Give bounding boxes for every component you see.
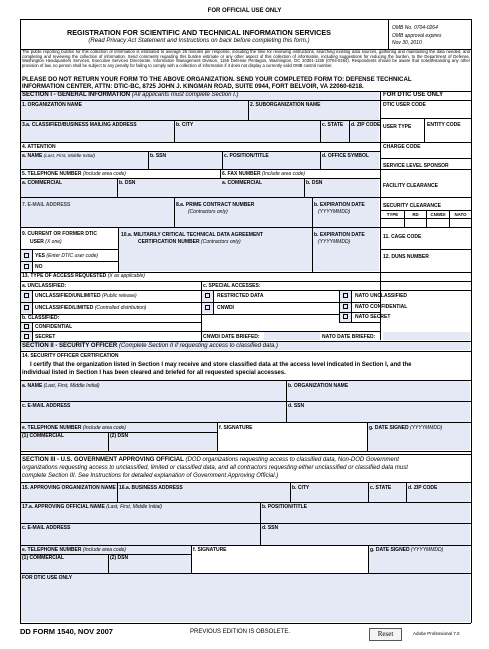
cnwdi-label: CNWDI [217,305,234,311]
nato-date-briefed-label: NATO DATE BRIEFED: [322,334,376,340]
top-banner: FOR OFFICIAL USE ONLY [207,8,282,14]
omb-number: OMB No. 0704-0264 [392,25,438,31]
form-title: REGISTRATION FOR SCIENTIFIC AND TECHNICAL INFORMATION SERVICES [67,28,331,37]
fax-dsn-label: b. DSN [306,180,323,186]
ao-zip-label: d. ZIP CODE [408,485,438,491]
omb-approval: OMB approval expires [392,33,442,39]
mctda-label: 10.a. MILITARILY CRITICAL TECHNICAL DATA AGREEMENT [121,232,263,238]
cnwdi-date-field[interactable] [264,332,320,340]
unclassified-limited-checkbox[interactable] [24,305,29,310]
current-user-note: (X one) [45,239,62,245]
name-label [22,153,95,159]
obsolete-notice: PREVIOUS EDITION IS OBSOLETE. [190,629,291,635]
state-label: c. STATE [322,122,344,128]
service-sponsor-label: SERVICE LEVEL SPONSOR [383,163,449,169]
yes-note: (Enter DTIC user code) [46,253,99,259]
special-access-label: c. SPECIAL ACCESSES: [203,283,261,289]
business-address-label: 16.a. BUSINESS ADDRESS [119,485,183,491]
sc-col-type: TYPE [386,212,399,217]
so-date-note: (YYYYMMDD) [410,425,443,431]
ul-note: (Controlled distribution) [94,305,147,311]
current-user-label-2 [30,239,62,245]
return-line-2: INFORMATION CENTER, ATTN: DTIC-BC, 8725 JOHN J. KINGMAN ROAD, SUITE 0944, FORT BELVOIR, VA 22060-6218. [22,83,364,90]
telephone-text: 5. TELEPHONE NUMBER [22,171,82,177]
ao-dsn-label: (2) DSN [110,555,129,561]
tel-commercial-label: a. COMMERCIAL [22,180,62,186]
so-date-text: g. DATE SIGNED [369,425,409,431]
uu-note: (Public release) [101,293,137,299]
ao-city-label: b. CITY [292,485,310,491]
so-ssn-label: d. SSN [288,403,305,409]
adobe-version: Adobe Professional 7.0 [413,631,460,636]
city-label: b. CITY [176,122,194,128]
duns-label: 12. DUNS NUMBER [383,254,429,260]
section-1-title [22,92,239,99]
secret-label: SECRET [35,334,56,340]
access-text: 13. TYPE OF ACCESS REQUESTED [22,273,107,279]
nato-date-field[interactable] [383,332,470,340]
position-label: c. POSITION/TITLE [224,153,269,159]
current-user-label: 9. CURRENT OR FORMER DTIC [22,231,97,237]
ul-label [35,305,146,311]
dtic-use-bottom-label: FOR DTIC USE ONLY [22,575,73,581]
expiration-label: b. EXPIRATION DATE [314,202,365,208]
ao-date-label [370,547,443,553]
facility-clearance-label: FACILITY CLEARANCE [383,183,438,189]
mctda-label-2 [138,239,241,245]
security-clearance-label: SECURITY CLEARANCE [383,203,441,209]
suborg-name-label: 2. SUBORGANIZATION NAME [250,102,321,108]
section-1-heading: SECTION I - GENERAL INFORMATION [22,92,131,98]
ao-name-text: 17.a. APPROVING OFFICIAL NAME [22,504,105,510]
entity-code-label: ENTITY CODE [427,122,461,128]
sc-col-nato: NATO [454,212,467,217]
ao-tel-note: (Include area code) [82,547,126,553]
nato-unclassified-checkbox[interactable] [343,293,348,298]
unclassified-label: a. UNCLASSIFIED: [22,283,67,289]
yes-checkbox[interactable] [24,253,29,258]
access-label [22,273,145,279]
reset-button[interactable]: Reset [369,628,402,641]
sc-col-rd: RD [412,212,419,217]
burden-statement: The public reporting burden for this collection of information is estimated to average 25 minutes per response, including the time for reviewing instructions, searching existing data sources, gathering and maintaining the data needed, and completing and reviewing the collection of information. Send comments regarding this burden estimate or any other aspect of this collection of information, including suggestions for reducing the burden, to the Department of Defense, Washington Headquarters Services, Executive Services Directorate, Information Management Division, 1155 Defense Pentagon, Washington, DC 20301-1155 (0704-0264). Respondents should be aware that notwithstanding any other provision of law, no person shall be subject to any penalty for failing to comply with a collection of information if it does not display a currently valid OMB control number. [22,50,470,68]
so-org-label: b. ORGANIZATION NAME [288,383,349,389]
sc-col-cnwdi: CNWDI [430,212,446,217]
org-name-label: 1. ORGANIZATION NAME [22,102,82,108]
mctda-expiration-label: b. EXPIRATION DATE [314,232,365,238]
cage-code-label: 11. CAGE CODE [383,234,422,240]
ao-state-label: c. STATE [370,485,392,491]
cert-line-2: individual listed in Section I has been cleared and briefed for all requested special accesses. [22,370,286,376]
so-tel-text: e. TELEPHONE NUMBER [22,425,82,431]
access-note: (X as applicable) [107,273,145,279]
mctda-text: CERTIFICATION NUMBER [138,239,200,245]
cert-line-1: I certify that the organization listed in Section I may receive and store classified data at the access level indicated in Section I, and the [30,362,412,368]
name-label-text: a. NAME [22,153,43,159]
approving-official-fields[interactable] [21,483,470,545]
section-3-note-3: complete Section III. See Instructions for detailed explanation of Government Approving Official.) [22,473,279,479]
ao-tel-label [22,547,126,553]
cnwdi-date-briefed-label: CNWDI DATE BRIEFED: [203,334,260,340]
attention-label: 4. ATTENTION [22,144,56,150]
confidential-checkbox[interactable] [24,324,29,329]
telephone-label [22,171,126,177]
ao-name-label [22,504,162,510]
ao-position-label: b. POSITION/TITLE [262,504,307,510]
so-email-label: c. E-MAIL ADDRESS [22,403,71,409]
confidential-label: CONFIDENTIAL [35,324,73,330]
no-label: NO [35,264,43,270]
ao-commercial-label: (1) COMMERCIAL [22,555,64,561]
telephone-note: (Include area code) [82,171,126,177]
office-symbol-label: d. OFFICE SYMBOL [322,153,369,159]
secret-checkbox[interactable] [24,334,29,339]
ao-name-note: (Last, First, Middle Initial) [106,504,163,510]
fax-label [222,171,305,177]
dtic-use-title: FOR DTIC USE ONLY [383,92,444,98]
ao-email-label: c. E-MAIL ADDRESS [22,525,71,531]
expiration-format: (YYYYMMDD) [318,209,351,215]
so-tel-note: (Include area code) [82,425,126,431]
prime-contract-label: 8.a. PRIME CONTRACT NUMBER [176,202,255,208]
yes-label [35,253,98,259]
fax-note: (Include area code) [262,171,306,177]
form-subtitle: (Read Privacy Act Statement and Instructions on back before completing this form.) [88,38,310,44]
ao-date-text: g. DATE SIGNED [370,547,410,553]
ao-ssn-label: d. SSN [262,525,279,531]
cert-title-label: 14. SECURITY OFFICER CERTIFICATION [22,353,119,359]
so-name-label [22,383,100,389]
section-3-heading: SECTION III - U.S. GOVERNMENT APPROVING OFFICIAL [22,457,184,463]
mctda-expiration-format: (YYYYMMDD) [318,239,351,245]
nato-confidential-label: NATO CONFIDENTIAL [355,304,408,310]
so-commercial-label: (1) COMMERCIAL [22,433,64,439]
ao-signature-label: f. SIGNATURE [193,547,227,553]
section-2-note: (Complete Section II if requesting access to classified data.) [118,343,278,349]
section-2-title [22,343,278,350]
uu-text: UNCLASSIFIED/UNLIMITED [35,293,101,299]
yes-text: YES [35,253,46,259]
address-label: 3.a. CLASSIFIED/BUSINESS MAILING ADDRESS [22,122,137,128]
so-signature-label: f. SIGNATURE [219,425,253,431]
so-name-text: a. NAME [22,383,43,389]
fax-commercial-label: a. COMMERCIAL [222,180,262,186]
fax-text: 6. FAX NUMBER [222,171,261,177]
unclassified-unlimited-checkbox[interactable] [24,293,29,298]
cnwdi-checkbox[interactable] [205,305,210,310]
uu-label [35,293,137,299]
ssn-label: b. SSN [150,153,167,159]
tel-dsn-label: b. DSN [119,180,136,186]
ao-date-note: (YYYYMMDD) [411,547,444,553]
zip-label: d. ZIP CODE [351,122,381,128]
nato-unclassified-label: NATO UNCLASSIFIED [355,293,408,299]
email-label: 7. E-MAIL ADDRESS [22,202,71,208]
so-name-note: (Last, First, Middle Initial) [43,383,100,389]
nato-secret-label: NATO SECRET [355,314,391,320]
classified-label: b. CLASSIFIED: [22,315,60,321]
so-tel-label [22,425,126,431]
current-user-text: USER [30,239,44,245]
nato-secret-checkbox[interactable] [343,314,348,319]
return-line-1: PLEASE DO NOT RETURN YOUR FORM TO THE ABOVE ORGANIZATION. SEND YOUR COMPLETED FORM TO: DEFENSE TECHNICAL [22,76,412,83]
so-date-label [369,425,442,431]
section-1-note: (All applicants must complete Section I.) [131,92,239,98]
section-3-header [22,456,469,480]
user-type-label: USER TYPE [383,124,412,130]
phone-fax-fields[interactable] [21,179,379,197]
restricted-data-checkbox[interactable] [205,293,210,298]
section-3-note-1: (DOD organizations requesting access to classified data, Non-DOD Government [185,457,399,463]
ao-tel-text: e. TELEPHONE NUMBER [22,547,82,553]
approving-org-label: 15. APPROVING ORGANIZATION NAME [22,485,116,491]
restricted-data-label: RESTRICTED DATA [217,293,264,299]
section-2-heading: SECTION II - SECURITY OFFICER [22,343,118,349]
dtic-user-code-label: DTIC USER CODE [383,102,426,108]
dtic-use-area [21,574,470,622]
name-note: (Last, First, Middle Initial) [43,153,95,158]
contractors-only-note: (Contractors only) [188,209,228,215]
form-id: DD FORM 1540, NOV 2007 [20,627,113,636]
mctda-note: (Contractors only) [200,239,241,245]
so-dsn-label: (2) DSN [110,433,129,439]
omb-date: Nov 30, 2010 [392,40,422,46]
no-checkbox[interactable] [24,264,29,269]
section-3-note-2: organizations requesting access to unclassified, limited or classified data, and all contractors requesting either unclassified or classified data must [22,465,408,471]
charge-code-label: CHARGE CODE [383,144,421,150]
nato-confidential-checkbox[interactable] [343,304,348,309]
ul-text: UNCLASSIFIED/LIMITED [35,305,94,311]
